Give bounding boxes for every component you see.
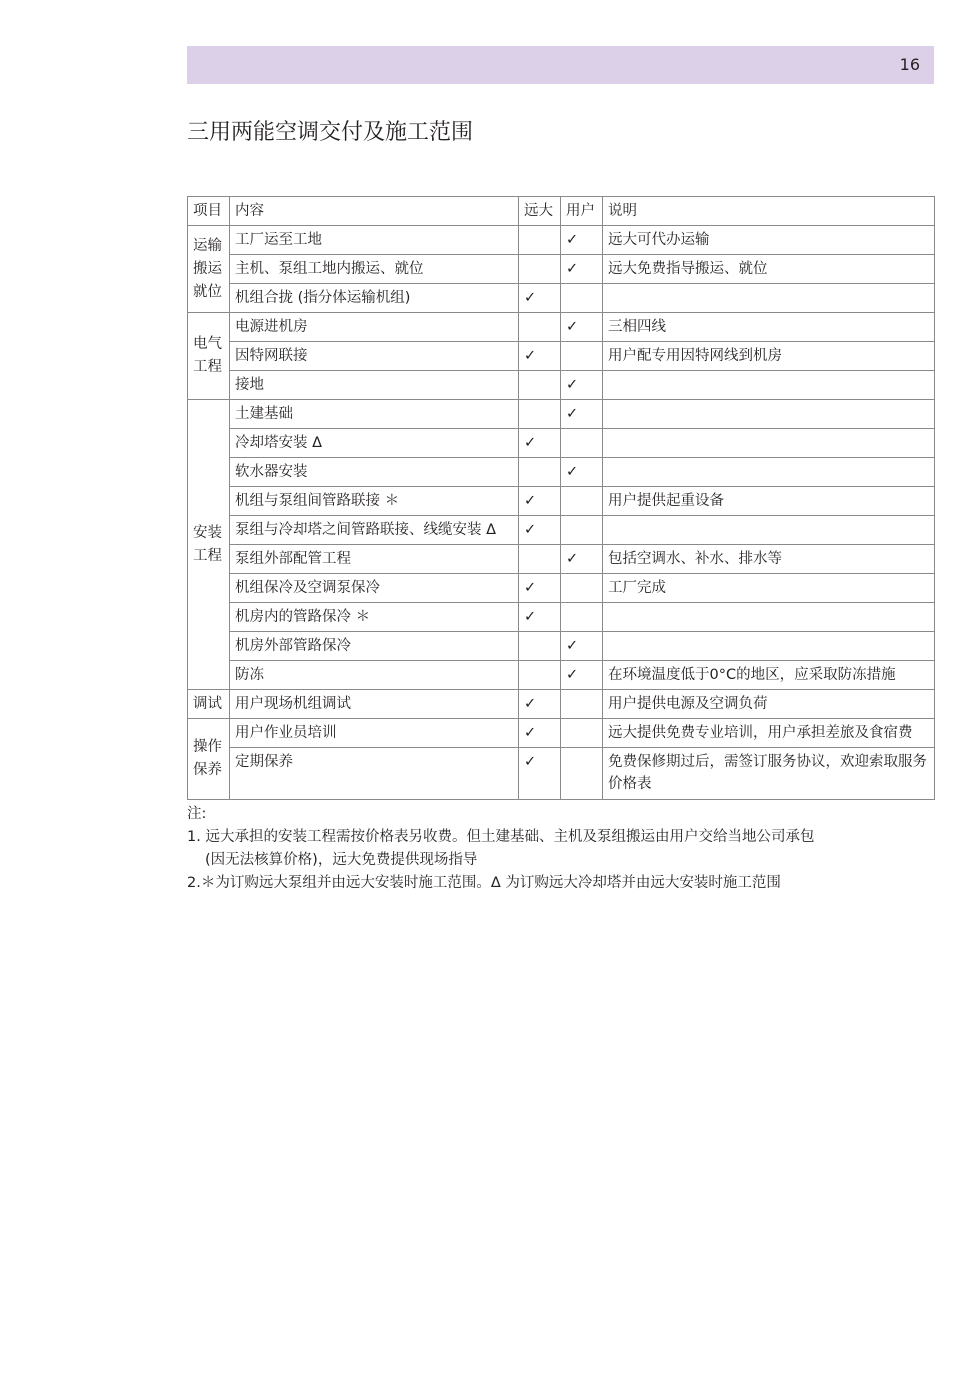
note-cell: [603, 371, 935, 400]
note-cell: 三相四线: [603, 313, 935, 342]
content-cell: 因特网联接: [230, 342, 519, 371]
note-cell: 免费保修期过后，需签订服务协议，欢迎索取服务价格表: [603, 748, 935, 800]
table-row: [188, 516, 935, 545]
user-check: ✓: [561, 371, 603, 400]
content-cell: 机房内的管路保冷 ＊: [230, 603, 519, 632]
user-check: ✓: [561, 545, 603, 574]
content-cell: 机房外部管路保冷: [230, 632, 519, 661]
content-cell: 泵组外部配管工程: [230, 545, 519, 574]
user-check: [561, 690, 603, 719]
note-1-continued: (因无法核算价格)，远大免费提供现场指导: [205, 852, 478, 868]
notes-heading: 注:: [187, 806, 207, 822]
user-check: [561, 603, 603, 632]
content-cell: 防冻: [230, 661, 519, 690]
note-cell: 在环境温度低于0°C的地区，应采取防冻措施: [603, 661, 935, 690]
yuanda-check: [519, 545, 561, 574]
note-cell: 用户配专用因特网线到机房: [603, 342, 935, 371]
table-row: [188, 632, 935, 661]
table-row: [188, 313, 935, 342]
user-check: [561, 429, 603, 458]
user-check: [561, 487, 603, 516]
note-cell: [603, 284, 935, 313]
category-label: 调试: [193, 695, 222, 712]
content-cell: 泵组与冷却塔之间管路联接、线缆安装 Δ: [230, 516, 519, 545]
page-title: 三用两能空调交付及施工范围: [187, 120, 474, 145]
user-check: ✓: [561, 400, 603, 429]
user-check: ✓: [561, 226, 603, 255]
note-cell: 用户提供电源及空调负荷: [603, 690, 935, 719]
content-cell: 工厂运至工地: [230, 226, 519, 255]
header-content: 内容: [230, 197, 519, 226]
user-check: ✓: [561, 632, 603, 661]
content-cell: 软水器安装: [230, 458, 519, 487]
note-cell: [603, 400, 935, 429]
content-cell: 用户现场机组调试: [230, 690, 519, 719]
yuanda-check: ✓: [519, 516, 561, 545]
note-1: 1. 远大承担的安装工程需按价格表另收费。但土建基础、主机及泵组搬运由用户交给当地公司承包: [187, 829, 815, 845]
yuanda-check: ✓: [519, 284, 561, 313]
table-row: [188, 603, 935, 632]
content-cell: 冷却塔安装 Δ: [230, 429, 519, 458]
yuanda-check: ✓: [519, 719, 561, 748]
yuanda-check: [519, 632, 561, 661]
category-label: 操作保养: [193, 739, 222, 778]
header-bar: [187, 46, 934, 84]
header-user: 用户: [561, 197, 603, 226]
user-check: [561, 284, 603, 313]
content-cell: 机组保冷及空调泵保冷: [230, 574, 519, 603]
yuanda-check: ✓: [519, 429, 561, 458]
category-cell: [188, 313, 230, 400]
table-row: [188, 487, 935, 516]
yuanda-check: [519, 400, 561, 429]
header-item: 项目: [188, 197, 230, 226]
user-check: [561, 719, 603, 748]
category-label: 运输搬运就位: [193, 237, 222, 300]
yuanda-check: ✓: [519, 748, 561, 800]
yuanda-check: ✓: [519, 574, 561, 603]
user-check: ✓: [561, 458, 603, 487]
note-cell: 工厂完成: [603, 574, 935, 603]
table-row: [188, 284, 935, 313]
yuanda-check: [519, 313, 561, 342]
content-cell: 接地: [230, 371, 519, 400]
content-cell: 定期保养: [230, 748, 519, 800]
category-cell: [188, 719, 230, 800]
table-row: [188, 400, 935, 429]
user-check: [561, 574, 603, 603]
yuanda-check: [519, 661, 561, 690]
yuanda-check: ✓: [519, 487, 561, 516]
note-cell: 远大免费指导搬运、就位: [603, 255, 935, 284]
note-cell: [603, 603, 935, 632]
category-label: 安装工程: [193, 524, 222, 564]
table-row: [188, 255, 935, 284]
yuanda-check: [519, 371, 561, 400]
note-2: 2.＊为订购远大泵组并由远大安装时施工范围。Δ 为订购远大冷却塔并由远大安装时施工范围: [187, 875, 781, 891]
header-yuanda: 远大: [519, 197, 561, 226]
note-cell: 远大可代办运输: [603, 226, 935, 255]
note-cell: 远大提供免费专业培训，用户承担差旅及食宿费: [603, 719, 935, 748]
table-row: [188, 719, 935, 748]
category-cell: [188, 226, 230, 313]
user-check: [561, 516, 603, 545]
content-cell: 电源进机房: [230, 313, 519, 342]
user-check: [561, 342, 603, 371]
content-cell: 机组与泵组间管路联接 ＊: [230, 487, 519, 516]
yuanda-check: ✓: [519, 690, 561, 719]
note-cell: [603, 458, 935, 487]
category-cell: [188, 400, 230, 690]
table-row: [188, 226, 935, 255]
user-check: [561, 748, 603, 800]
category-cell: [188, 690, 230, 719]
note-cell: [603, 429, 935, 458]
note-cell: 用户提供起重设备: [603, 487, 935, 516]
table-header-row: [188, 197, 935, 226]
scope-table: [187, 196, 935, 800]
table-row: [188, 371, 935, 400]
table-row: [188, 574, 935, 603]
table-row: [188, 458, 935, 487]
yuanda-check: [519, 255, 561, 284]
table-row: [188, 342, 935, 371]
yuanda-check: [519, 458, 561, 487]
user-check: ✓: [561, 255, 603, 284]
table-row: [188, 545, 935, 574]
table-row: [188, 748, 935, 800]
category-label: 电气工程: [193, 336, 222, 375]
footnotes: [187, 803, 887, 895]
note-cell: [603, 516, 935, 545]
yuanda-check: [519, 226, 561, 255]
table-row: [188, 429, 935, 458]
user-check: ✓: [561, 313, 603, 342]
table-row: [188, 690, 935, 719]
content-cell: 土建基础: [230, 400, 519, 429]
user-check: ✓: [561, 661, 603, 690]
header-note: 说明: [603, 197, 935, 226]
yuanda-check: ✓: [519, 603, 561, 632]
content-cell: 用户作业员培训: [230, 719, 519, 748]
content-cell: 主机、泵组工地内搬运、就位: [230, 255, 519, 284]
page-number: 16: [899, 55, 920, 74]
note-cell: 包括空调水、补水、排水等: [603, 545, 935, 574]
note-cell: [603, 632, 935, 661]
yuanda-check: ✓: [519, 342, 561, 371]
table-row: [188, 661, 935, 690]
content-cell: 机组合拢 (指分体运输机组): [230, 284, 519, 313]
